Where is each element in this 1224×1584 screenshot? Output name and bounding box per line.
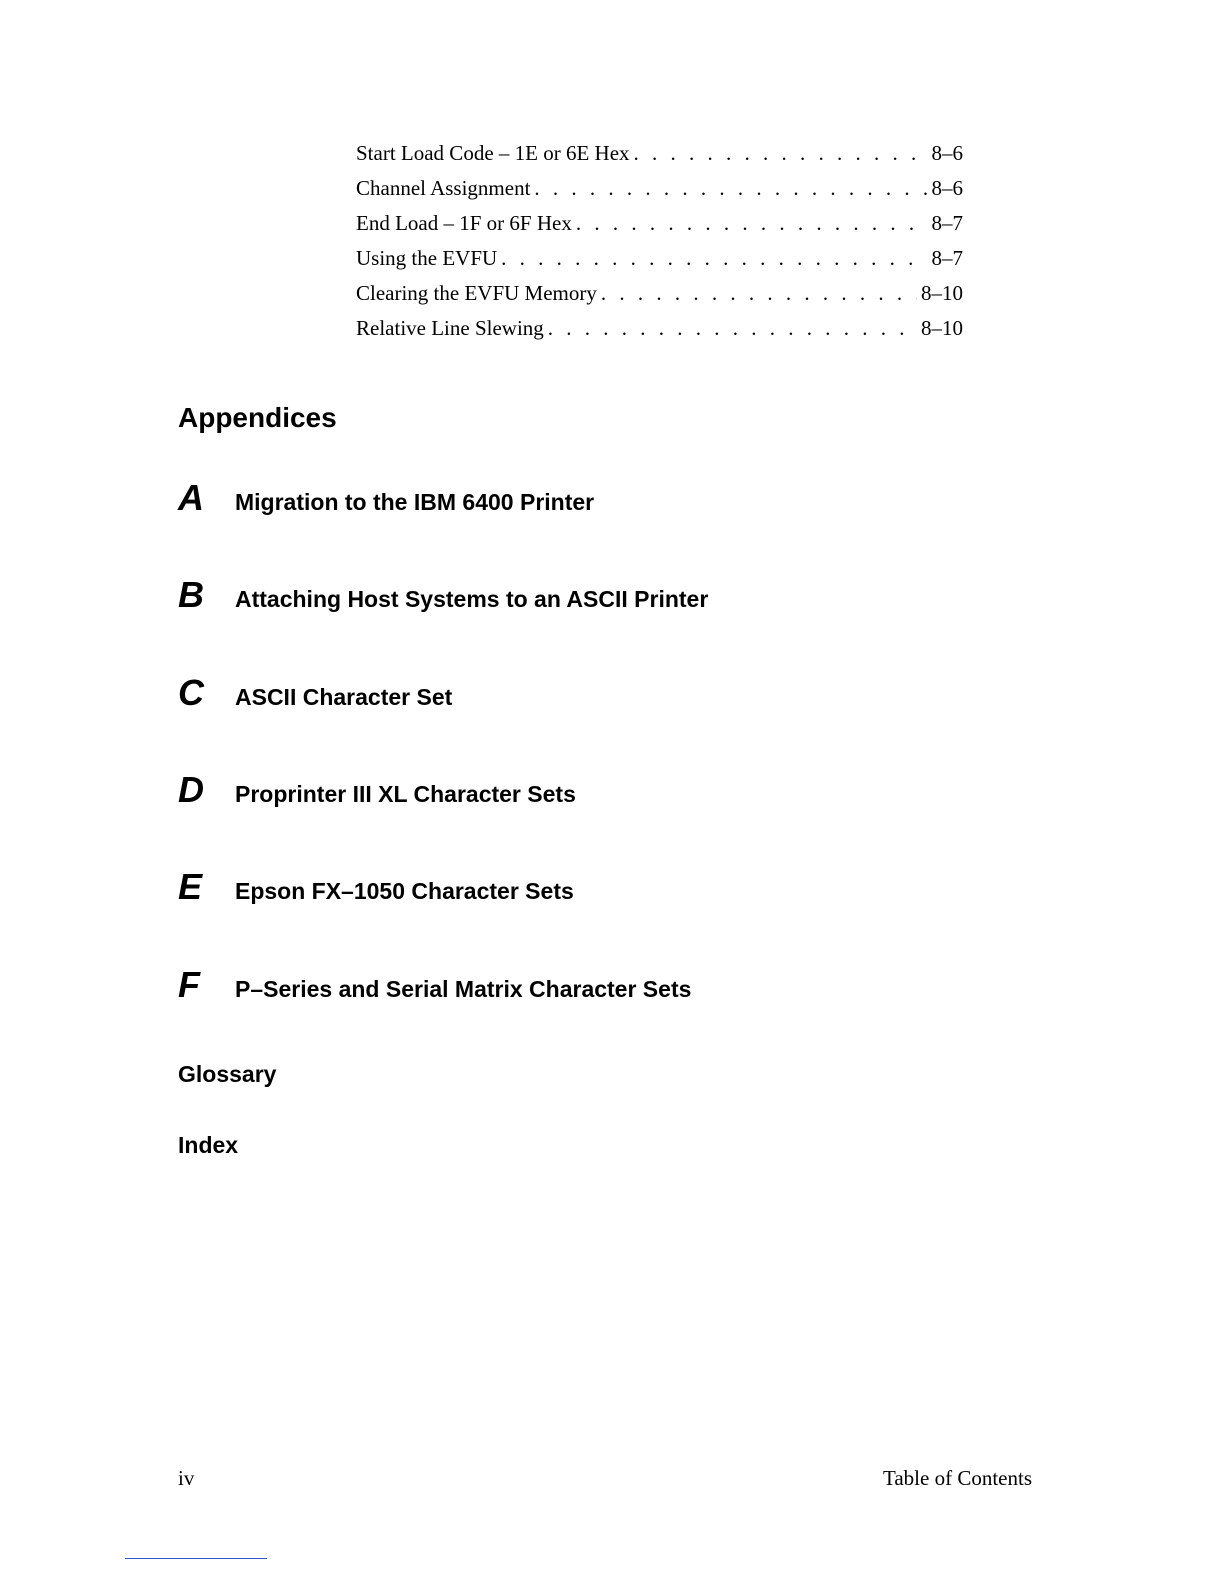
toc-entry-page: 8–7 (931, 211, 963, 235)
toc-entry-title: Using the EVFU (356, 246, 498, 270)
appendices-heading: Appendices (178, 402, 337, 433)
appendix-letter: B (178, 574, 204, 615)
toc-entry-page: 8–10 (921, 316, 963, 340)
appendix-letter: F (178, 964, 200, 1005)
toc-entry[interactable] (356, 311, 963, 346)
toc-entry[interactable] (356, 206, 963, 241)
appendix-title: P–Series and Serial Matrix Character Sets (235, 976, 692, 1002)
dot-leader (548, 311, 917, 346)
dot-leader (576, 206, 928, 241)
toc-entry[interactable] (356, 171, 963, 206)
appendix-letter: A (178, 477, 204, 518)
footer-page-number: iv (178, 1466, 195, 1490)
toc-entry[interactable] (356, 276, 963, 311)
toc-entry[interactable] (356, 136, 963, 171)
appendix-title: Attaching Host Systems to an ASCII Printer (235, 586, 709, 612)
appendix-title: Epson FX–1050 Character Sets (235, 878, 574, 904)
bottom-rule (125, 1558, 267, 1559)
toc-entry-title: Channel Assignment (356, 176, 531, 200)
toc-entry-title: Start Load Code – 1E or 6E Hex (356, 141, 630, 165)
dot-leader (634, 136, 928, 171)
appendix-letter: C (178, 672, 204, 713)
dot-leader (501, 241, 927, 276)
glossary-entry[interactable]: Glossary (178, 1061, 277, 1087)
toc-entry-page: 8–7 (931, 246, 963, 270)
appendix-a-entry[interactable] (178, 478, 594, 522)
appendix-title: Migration to the IBM 6400 Printer (235, 489, 595, 515)
toc-subsection-list (356, 136, 963, 346)
dot-leader (534, 171, 927, 206)
toc-entry-page: 8–6 (931, 141, 963, 165)
appendix-title: Proprinter III XL Character Sets (235, 781, 576, 807)
toc-entry-title: Clearing the EVFU Memory (356, 281, 597, 305)
appendix-letter: D (178, 769, 204, 810)
dot-leader (601, 276, 917, 311)
appendix-letter: E (178, 866, 203, 907)
appendix-b-entry[interactable] (178, 575, 708, 619)
toc-entry-page: 8–6 (931, 176, 963, 200)
index-entry[interactable]: Index (178, 1132, 239, 1158)
appendix-c-entry[interactable] (178, 673, 452, 717)
toc-entry-page: 8–10 (921, 281, 963, 305)
footer-section-title: Table of Contents (883, 1466, 1032, 1490)
toc-entry[interactable] (356, 241, 963, 276)
appendix-f-entry[interactable] (178, 965, 691, 1009)
appendix-e-entry[interactable] (178, 867, 574, 911)
appendix-d-entry[interactable] (178, 770, 576, 814)
toc-entry-title: End Load – 1F or 6F Hex (356, 211, 572, 235)
appendix-title: ASCII Character Set (235, 684, 453, 710)
toc-entry-title: Relative Line Slewing (356, 316, 544, 340)
